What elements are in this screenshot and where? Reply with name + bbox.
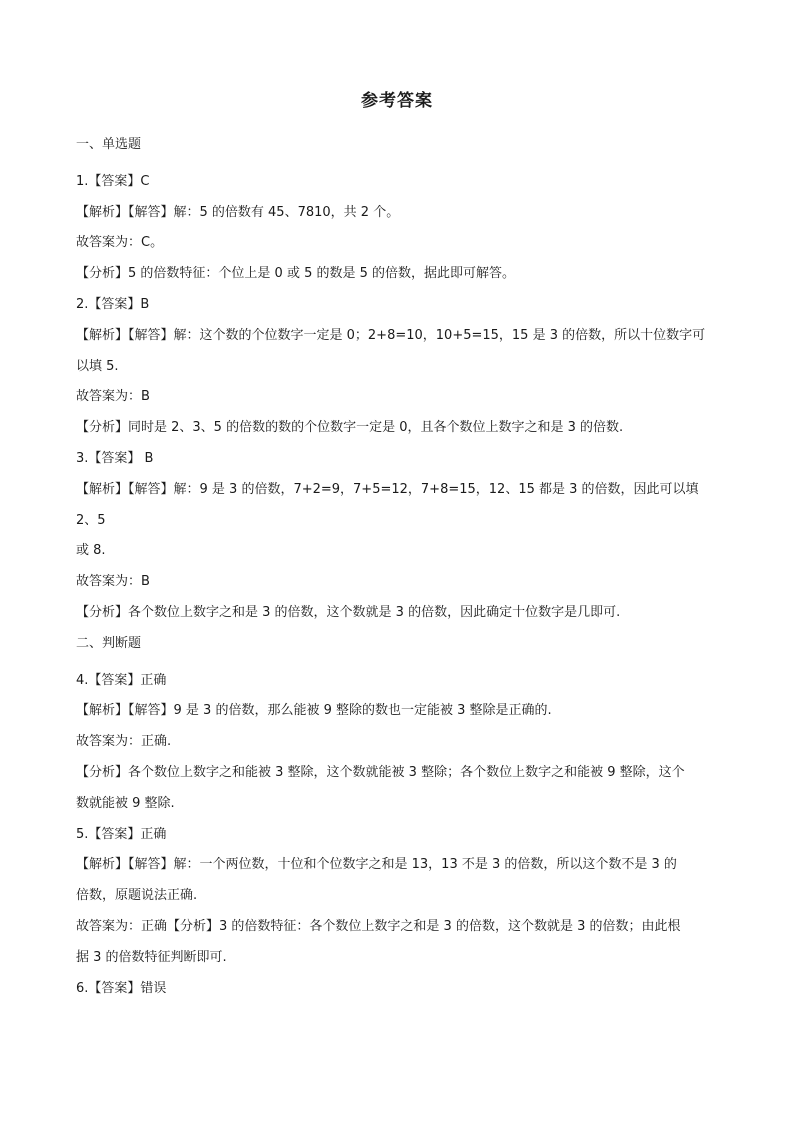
q4-explanation: 【分析】各个数位上数字之和能被 3 整除，这个数就能被 3 整除；各个数位上数字之和能被 9 整除，这个 [76,764,685,780]
q3-analysis: 【解析】【解答】解：9 是 3 的倍数，7+2=9，7+5=12，7+8=15，12、15 都是 3 的倍数，因此可以填 2、5 [76,481,703,528]
q3-conclusion: 故答案为：B [76,574,150,590]
q5-explanation-cont: 据 3 的倍数特征判断即可. [76,949,227,965]
answer-content [76,130,718,1004]
q1-analysis: 【解析】【解答】解：5 的倍数有 45、7810，共 2 个。 [76,204,400,220]
q4-conclusion: 故答案为：正确. [76,734,172,750]
q2-answer: 2.【答案】B [76,296,150,312]
q2-analysis: 【解析】【解答】解：这个数的个位数字一定是 0；2+8=10，10+5=15，15 是 3 的倍数，所以十位数字可 [76,327,706,343]
q6-answer: 6.【答案】错误 [76,980,167,996]
q5-conclusion-explanation: 故答案为：正确【分析】3 的倍数特征：各个数位上数字之和是 3 的倍数，这个数就是 3 的倍数；由此根 [76,918,681,934]
section-heading-single-choice: 一、单选题 [76,137,142,152]
q4-analysis: 【解析】【解答】9 是 3 的倍数，那么能被 9 整除的数也一定能被 3 整除是正确的. [76,703,552,719]
q3-answer: 3.【答案】 B [76,450,154,466]
q4-answer: 4.【答案】正确 [76,672,167,688]
q5-analysis-cont: 倍数，原题说法正确. [76,888,198,904]
page-title: 参考答案 [361,91,433,111]
q1-answer: 1.【答案】C [76,173,150,189]
q1-explanation: 【分析】5 的倍数特征：个位上是 0 或 5 的数是 5 的倍数，据此即可解答。 [76,266,516,282]
q2-conclusion: 故答案为：B [76,389,150,405]
q5-answer: 5.【答案】正确 [76,826,167,842]
section-heading-true-false: 二、判断题 [76,635,142,651]
q2-explanation: 【分析】同时是 2、3、5 的倍数的数的个位数字一定是 0，且各个数位上数字之和是 3 的倍数. [76,420,624,436]
q5-analysis: 【解析】【解答】解：一个两位数，十位和个位数字之和是 13，13 不是 3 的倍数，所以这个数不是 3 的 [76,857,677,873]
q2-analysis-cont: 以填 5. [76,358,119,374]
q3-explanation: 【分析】各个数位上数字之和是 3 的倍数，这个数就是 3 的倍数，因此确定十位数字是几即可. [76,604,621,620]
q1-conclusion: 故答案为：C。 [76,235,164,251]
q3-analysis-cont: 或 8. [76,543,106,559]
q4-explanation-cont: 数就能被 9 整除. [76,795,175,811]
